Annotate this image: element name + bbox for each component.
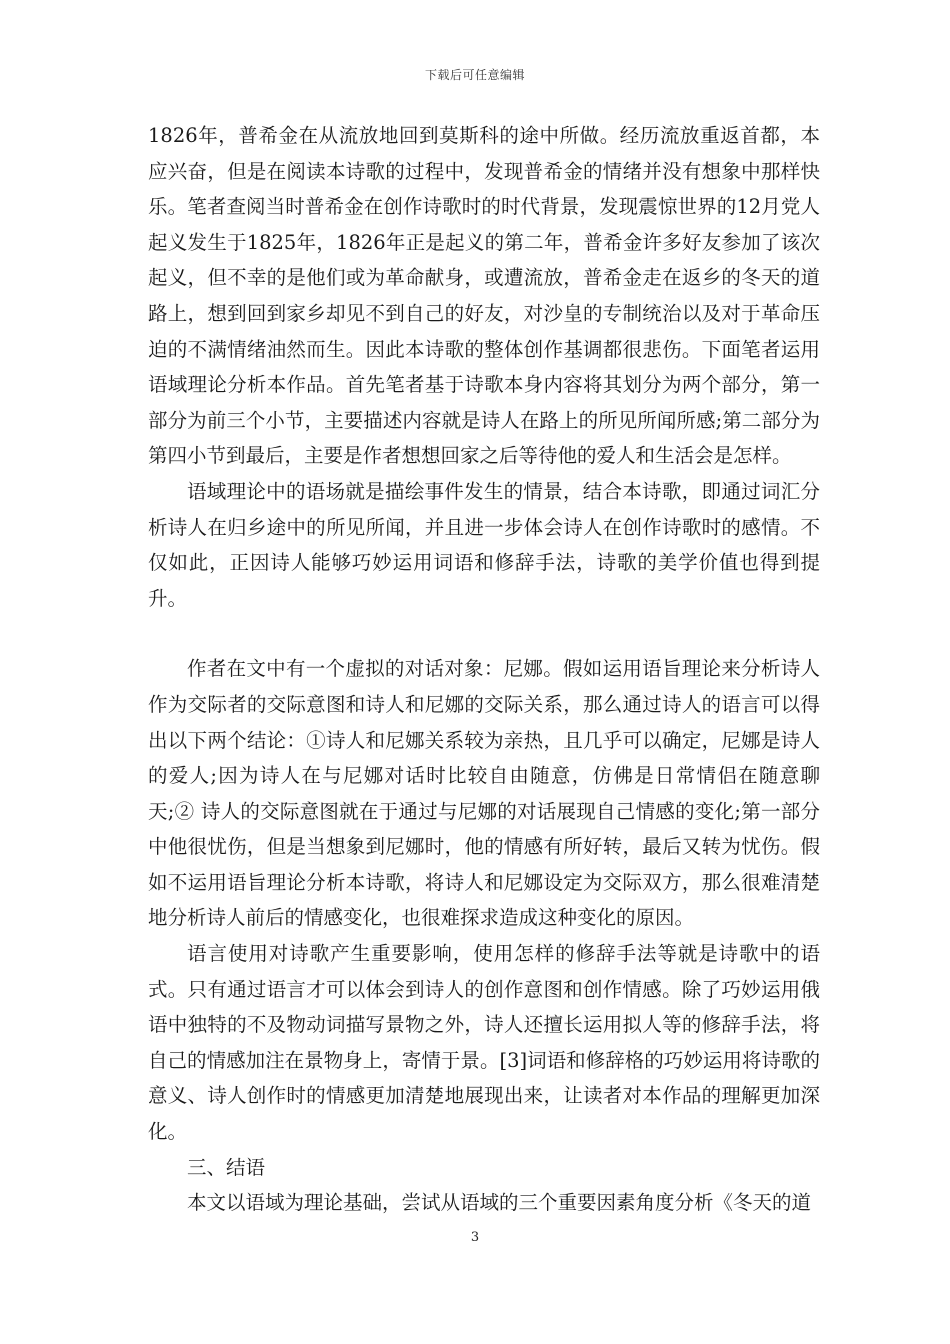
paragraph-mode-analysis: 语言使用对诗歌产生重要影响，使用怎样的修辞手法等就是诗歌中的语式。只有通过语言才可以体会到诗人的创作意图和创作情感。除了巧妙运用俄语中独特的不及物动词描写景物之外，诗人还擅长运用拟人等的修辞手法，将自己的情感加注在景物身上，寄情于景。[3]词语和修辞格的巧妙运用将诗歌的意义、诗人创作时的情感更加清楚地展现出来，让读者对本作品的理解更加深化。 (148, 942, 820, 1144)
paragraph-tenor-analysis: 作者在文中有一个虚拟的对话对象：尼娜。假如运用语旨理论来分析诗人作为交际者的交际意图和诗人和尼娜的交际关系，那么通过诗人的语言可以得出以下两个结论：①诗人和尼娜关系较为亲热，且几乎可以确定，尼娜是诗人的爱人;因为诗人在与尼娜对话时比较自由随意，仿佛是日常情侣在随意聊天;② 诗人的交际意图就在于通过与尼娜的对话展现自己情感的变化;第一部分中他很忧伤，但是当想象到尼娜时，他的情感有所好转，最后又转为忧伤。假如不运用语旨理论分析本诗歌，将诗人和尼娜设定为交际双方，那么很难清楚地分析诗人前后的情感变化，也很难探求造成这种变化的原因。 (148, 657, 820, 930)
page-number: 3 (470, 1230, 480, 1245)
paragraph-background: 1826年，普希金在从流放地回到莫斯科的途中所做。经历流放重返首都，本应兴奋，但是在阅读本诗歌的过程中，发现普希金的情绪并没有想象中那样快乐。笔者查阅当时普希金在创作诗歌时的时代背景，发现震惊世界的12月党人起义发生于1825年，1826年正是起义的第二年，普希金许多好友参加了该次起义，但不幸的是他们或为革命献身，或遭流放，普希金走在返乡的冬天的道路上，想到回到家乡却见不到自己的好友，对沙皇的专制统治以及对于革命压迫的不满情绪油然而生。因此本诗歌的整体创作基调都很悲伤。下面笔者运用语域理论分析本作品。首先笔者基于诗歌本身内容将其划分为两个部分，第一部分为前三个小节，主要描述内容就是诗人在路上的所见所闻所感;第二部分为第四小节到最后，主要是作者想想回家之后等待他的爱人和生活会是怎样。 (148, 124, 820, 468)
page-header: 下载后可任意编辑 (424, 68, 525, 82)
section-heading-conclusion: 三、结语 (187, 1155, 266, 1179)
document-body (148, 118, 820, 1221)
paragraph-field-analysis: 语域理论中的语场就是描绘事件发生的情景，结合本诗歌，即通过词汇分析诗人在归乡途中的所见所闻，并且进一步体会诗人在创作诗歌时的感情。不仅如此，正因诗人能够巧妙运用词语和修辞手法，诗歌的美学价值也得到提升。 (148, 479, 820, 610)
paragraph-conclusion: 本文以语域为理论基础，尝试从语域的三个重要因素角度分析《冬天的道 (187, 1191, 812, 1215)
